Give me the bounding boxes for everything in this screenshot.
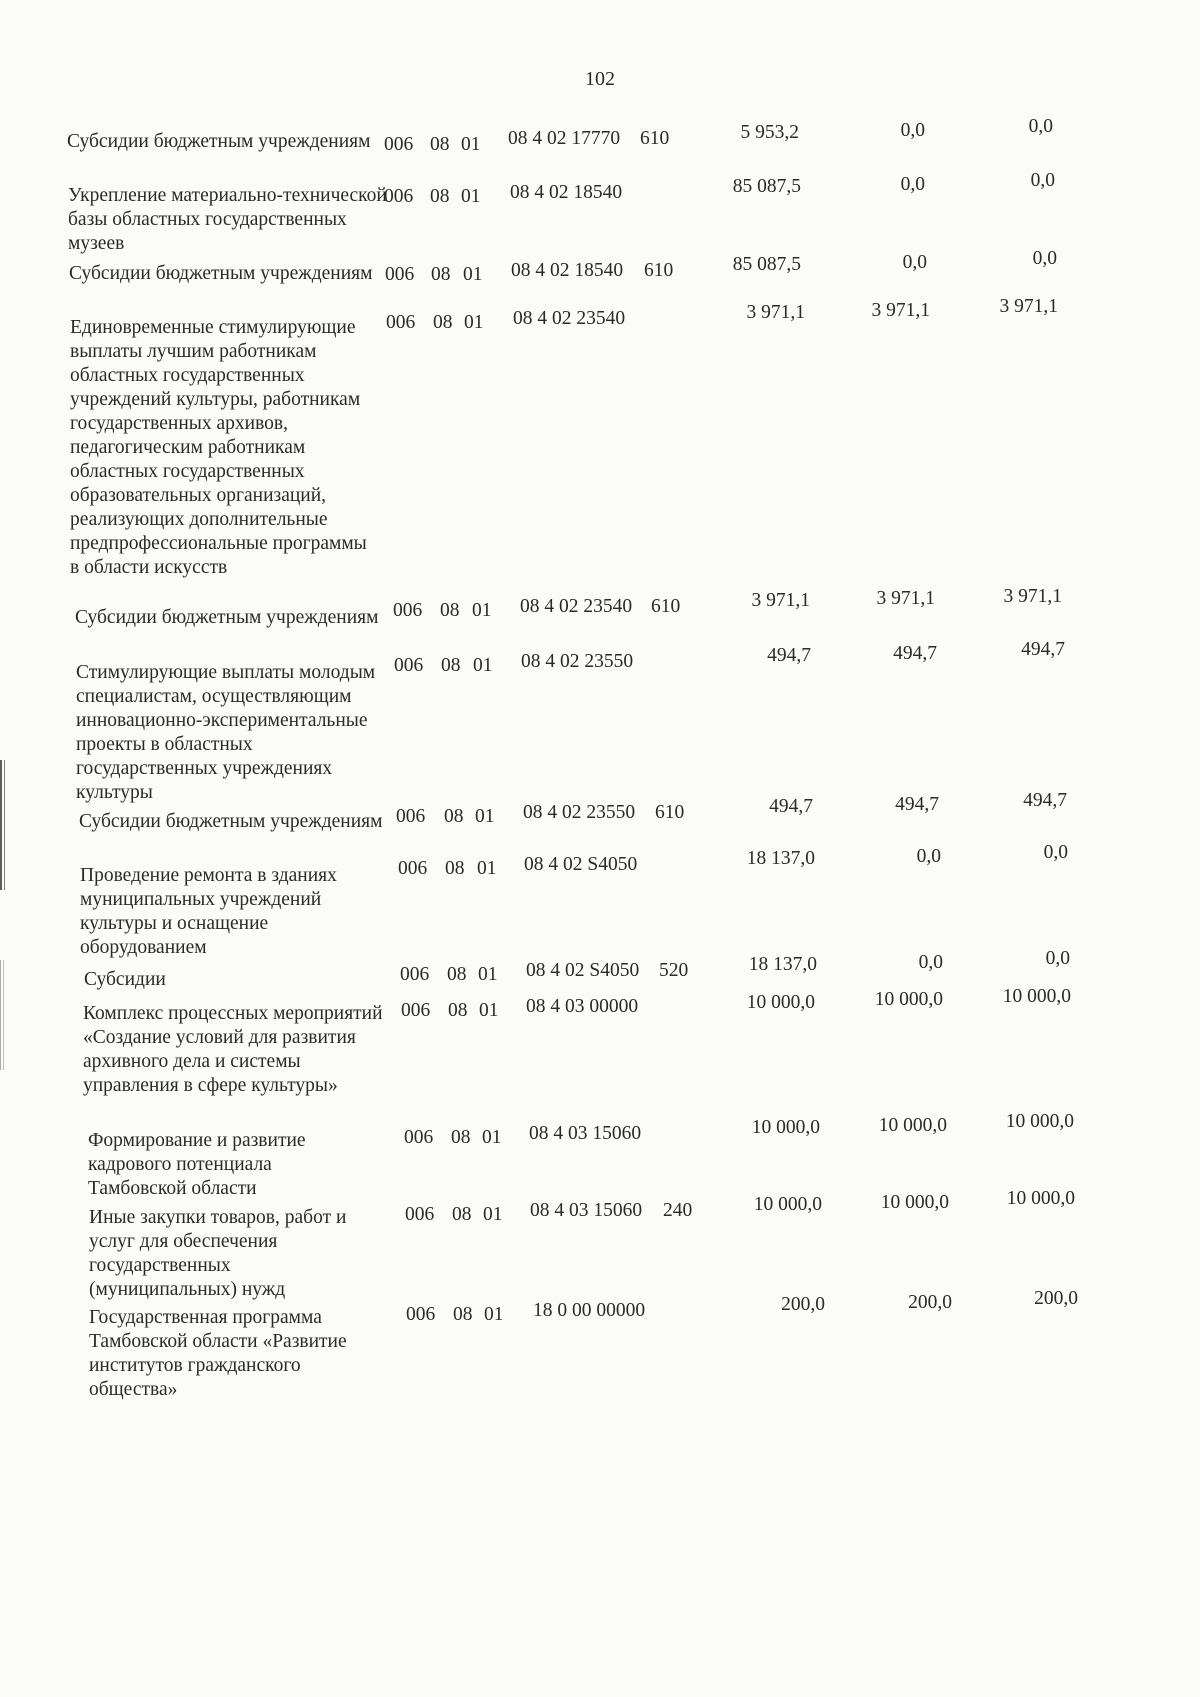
pr-code: 01 <box>484 1304 504 1325</box>
gr-code: 006 <box>396 806 426 827</box>
value-2: 494,7 <box>893 643 937 664</box>
rz-code: 08 <box>451 1127 471 1148</box>
pr-code: 01 <box>477 858 497 879</box>
gr-code: 006 <box>398 858 428 879</box>
value-3: 494,7 <box>1021 639 1065 660</box>
value-3: 10 000,0 <box>1005 1111 1074 1132</box>
value-2: 0,0 <box>900 174 925 195</box>
vr-code: 610 <box>651 596 681 617</box>
row-name: Единовременные стимулирующие выплаты лучшим работникам областных государственных учреждений культуры, работникам государственных архивов, педагогическим работникам областных государственных образовательных организаций, реализующих дополнительные предпрофессиональные программы в области искусств <box>70 317 367 578</box>
gr-code: 006 <box>400 964 430 985</box>
gr-code: 006 <box>406 1304 436 1325</box>
csr-code: 08 4 02 18540 <box>511 260 624 281</box>
rz-code: 08 <box>431 264 451 285</box>
value-3: 3 971,1 <box>1003 586 1062 607</box>
row-name: Комплекс процессных мероприятий «Создание условий для развития архивного дела и системы управления в сфере культуры» <box>83 1003 383 1096</box>
scan-edge-mark <box>0 760 7 890</box>
pr-code: 01 <box>479 1000 499 1021</box>
value-2: 494,7 <box>895 794 939 815</box>
value-2: 200,0 <box>908 1292 952 1313</box>
value-2: 0,0 <box>916 846 941 867</box>
value-3: 3 971,1 <box>999 296 1058 317</box>
gr-code: 006 <box>405 1204 435 1225</box>
pr-code: 01 <box>461 134 481 155</box>
gr-code: 006 <box>384 134 414 155</box>
csr-code: 08 4 03 15060 <box>530 1200 643 1221</box>
rz-code: 08 <box>444 806 464 827</box>
csr-code: 08 4 02 23540 <box>513 308 626 329</box>
rz-code: 08 <box>453 1304 473 1325</box>
gr-code: 006 <box>384 186 414 207</box>
row-name: Государственная программа Тамбовской области «Развитие институтов гражданского общества» <box>89 1307 347 1400</box>
vr-code: 610 <box>655 802 685 823</box>
value-1: 18 137,0 <box>746 848 815 869</box>
vr-code: 610 <box>640 128 670 149</box>
csr-code: 08 4 02 S4050 <box>524 854 638 875</box>
csr-code: 08 4 03 00000 <box>526 996 639 1017</box>
row-name: Укрепление материально-технической базы областных государственных музеев <box>68 185 387 254</box>
csr-code: 08 4 02 23550 <box>521 651 634 672</box>
value-1: 10 000,0 <box>751 1117 820 1138</box>
value-3: 0,0 <box>1028 116 1053 137</box>
csr-code: 08 4 02 18540 <box>510 182 623 203</box>
value-2: 3 971,1 <box>871 300 930 321</box>
rz-code: 08 <box>430 186 450 207</box>
value-1: 10 000,0 <box>753 1194 822 1215</box>
row-name: Проведение ремонта в зданиях муниципальных учреждений культуры и оснащение оборудованием <box>80 865 337 958</box>
rz-code: 08 <box>452 1204 472 1225</box>
gr-code: 006 <box>393 600 423 621</box>
row-name: Субсидии бюджетным учреждениям <box>75 607 379 628</box>
value-1: 494,7 <box>767 645 811 666</box>
pr-code: 01 <box>483 1204 503 1225</box>
rz-code: 08 <box>441 655 461 676</box>
value-1: 85 087,5 <box>732 254 801 275</box>
value-3: 0,0 <box>1030 170 1055 191</box>
value-3: 494,7 <box>1023 790 1067 811</box>
value-3: 0,0 <box>1032 248 1057 269</box>
csr-code: 08 4 02 23540 <box>520 596 633 617</box>
value-1: 494,7 <box>769 796 813 817</box>
rz-code: 08 <box>448 1000 468 1021</box>
value-1: 3 971,1 <box>746 302 805 323</box>
page-number: 102 <box>585 68 615 90</box>
pr-code: 01 <box>475 806 495 827</box>
rz-code: 08 <box>445 858 465 879</box>
gr-code: 006 <box>404 1127 434 1148</box>
gr-code: 006 <box>385 264 415 285</box>
value-1: 10 000,0 <box>746 992 815 1013</box>
rz-code: 08 <box>447 964 467 985</box>
rz-code: 08 <box>433 312 453 333</box>
row-name: Формирование и развитие кадрового потенциала Тамбовской области <box>88 1130 306 1199</box>
value-1: 18 137,0 <box>748 954 817 975</box>
csr-code: 08 4 02 S4050 <box>526 960 640 981</box>
pr-code: 01 <box>472 600 492 621</box>
scan-edge-mark <box>0 960 6 1070</box>
pr-code: 01 <box>482 1127 502 1148</box>
csr-code: 08 4 02 23550 <box>523 802 636 823</box>
value-3: 0,0 <box>1045 948 1070 969</box>
value-3: 10 000,0 <box>1006 1188 1075 1209</box>
gr-code: 006 <box>386 312 416 333</box>
value-2: 0,0 <box>918 952 943 973</box>
value-2: 10 000,0 <box>880 1192 949 1213</box>
row-name: Стимулирующие выплаты молодым специалистам, осуществляющим инновационно-экспериментальные проекты в областных государственных учреждениях культуры <box>76 662 376 803</box>
value-1: 200,0 <box>781 1294 825 1315</box>
csr-code: 08 4 02 17770 <box>508 128 621 149</box>
pr-code: 01 <box>464 312 484 333</box>
value-3: 10 000,0 <box>1002 986 1071 1007</box>
pr-code: 01 <box>463 264 483 285</box>
rz-code: 08 <box>430 134 450 155</box>
rz-code: 08 <box>440 600 460 621</box>
gr-code: 006 <box>394 655 424 676</box>
row-name: Иные закупки товаров, работ и услуг для обеспечения государственных (муниципальных) нужд <box>89 1207 347 1300</box>
pr-code: 01 <box>461 186 481 207</box>
value-1: 85 087,5 <box>732 176 801 197</box>
gr-code: 006 <box>401 1000 431 1021</box>
row-name: Субсидии бюджетным учреждениям <box>69 263 373 284</box>
value-1: 5 953,2 <box>740 122 799 143</box>
value-2: 0,0 <box>902 252 927 273</box>
value-1: 3 971,1 <box>751 590 810 611</box>
value-2: 3 971,1 <box>876 588 935 609</box>
csr-code: 08 4 03 15060 <box>529 1123 642 1144</box>
value-2: 0,0 <box>900 120 925 141</box>
value-3: 200,0 <box>1034 1288 1078 1309</box>
value-3: 0,0 <box>1043 842 1068 863</box>
value-2: 10 000,0 <box>878 1115 947 1136</box>
row-name: Субсидии <box>84 969 166 990</box>
pr-code: 01 <box>473 655 493 676</box>
vr-code: 240 <box>663 1200 693 1221</box>
csr-code: 18 0 00 00000 <box>533 1300 646 1321</box>
row-name: Субсидии бюджетным учреждениям <box>67 131 371 152</box>
vr-code: 520 <box>659 960 689 981</box>
vr-code: 610 <box>644 260 674 281</box>
value-2: 10 000,0 <box>874 989 943 1010</box>
row-name: Субсидии бюджетным учреждениям <box>79 811 383 832</box>
pr-code: 01 <box>478 964 498 985</box>
